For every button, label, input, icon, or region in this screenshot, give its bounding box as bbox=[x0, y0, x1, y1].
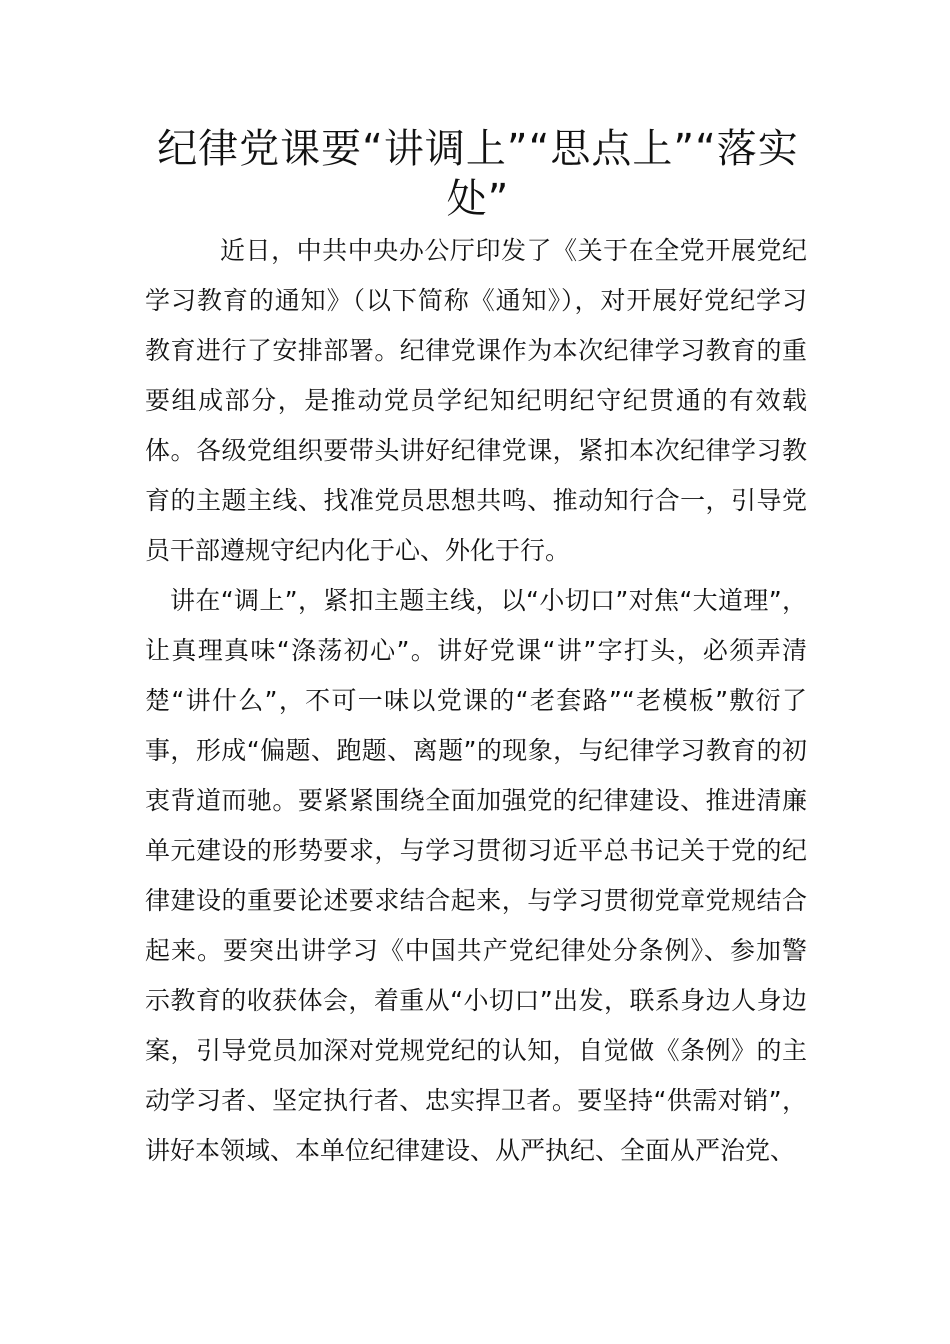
document-body bbox=[145, 226, 807, 1176]
paragraph-intro: 近日，中共中央办公厅印发了《关于在全党开展党纪学习教育的通知》（以下简称《通知》），对开展好党纪学习教育进行了安排部署。纪律党课作为本次纪律学习教育的重要组成部分，是推动党员学纪知纪明纪守纪贯通的有效载体。各级党组织要带头讲好纪律党课，紧扣本次纪律学习教育的主题主线、找准党员思想共鸣、推动知行合一，引导党员干部遵规守纪内化于心、外化于行。 bbox=[145, 236, 807, 565]
document-title: 纪律党课要“讲调上”“思点上”“落实处” bbox=[157, 126, 799, 222]
paragraph-section-1: 讲在“调上”，紧扣主题主线，以“小切口”对焦“大道理”，让真理真味“涤荡初心”。讲好党课“讲”字打头，必须弄清楚“讲什么”，不可一味以党课的“老套路”“老模板”敷衍了事，形成“偏题、跑题、离题”的现象，与纪律学习教育的初衷背道而驰。要紧紧围绕全面加强党的纪律建设、推进清廉单元建设的形势要求，与学习贯彻习近平总书记关于党的纪律建设的重要论述要求结合起来，与学习贯彻党章党规结合起来。要突出讲学习《中国共产党纪律处分条例》、参加警示教育的收获体会，着重从“小切口”出发，联系身边人身边案，引导党员加深对党规党纪的认知，自觉做《条例》的主动学习者、坚定执行者、忠实捍卫者。要坚持“供需对销”，讲好本领域、本单位纪律建设、从严执纪、全面从严治党、 bbox=[145, 586, 807, 1165]
